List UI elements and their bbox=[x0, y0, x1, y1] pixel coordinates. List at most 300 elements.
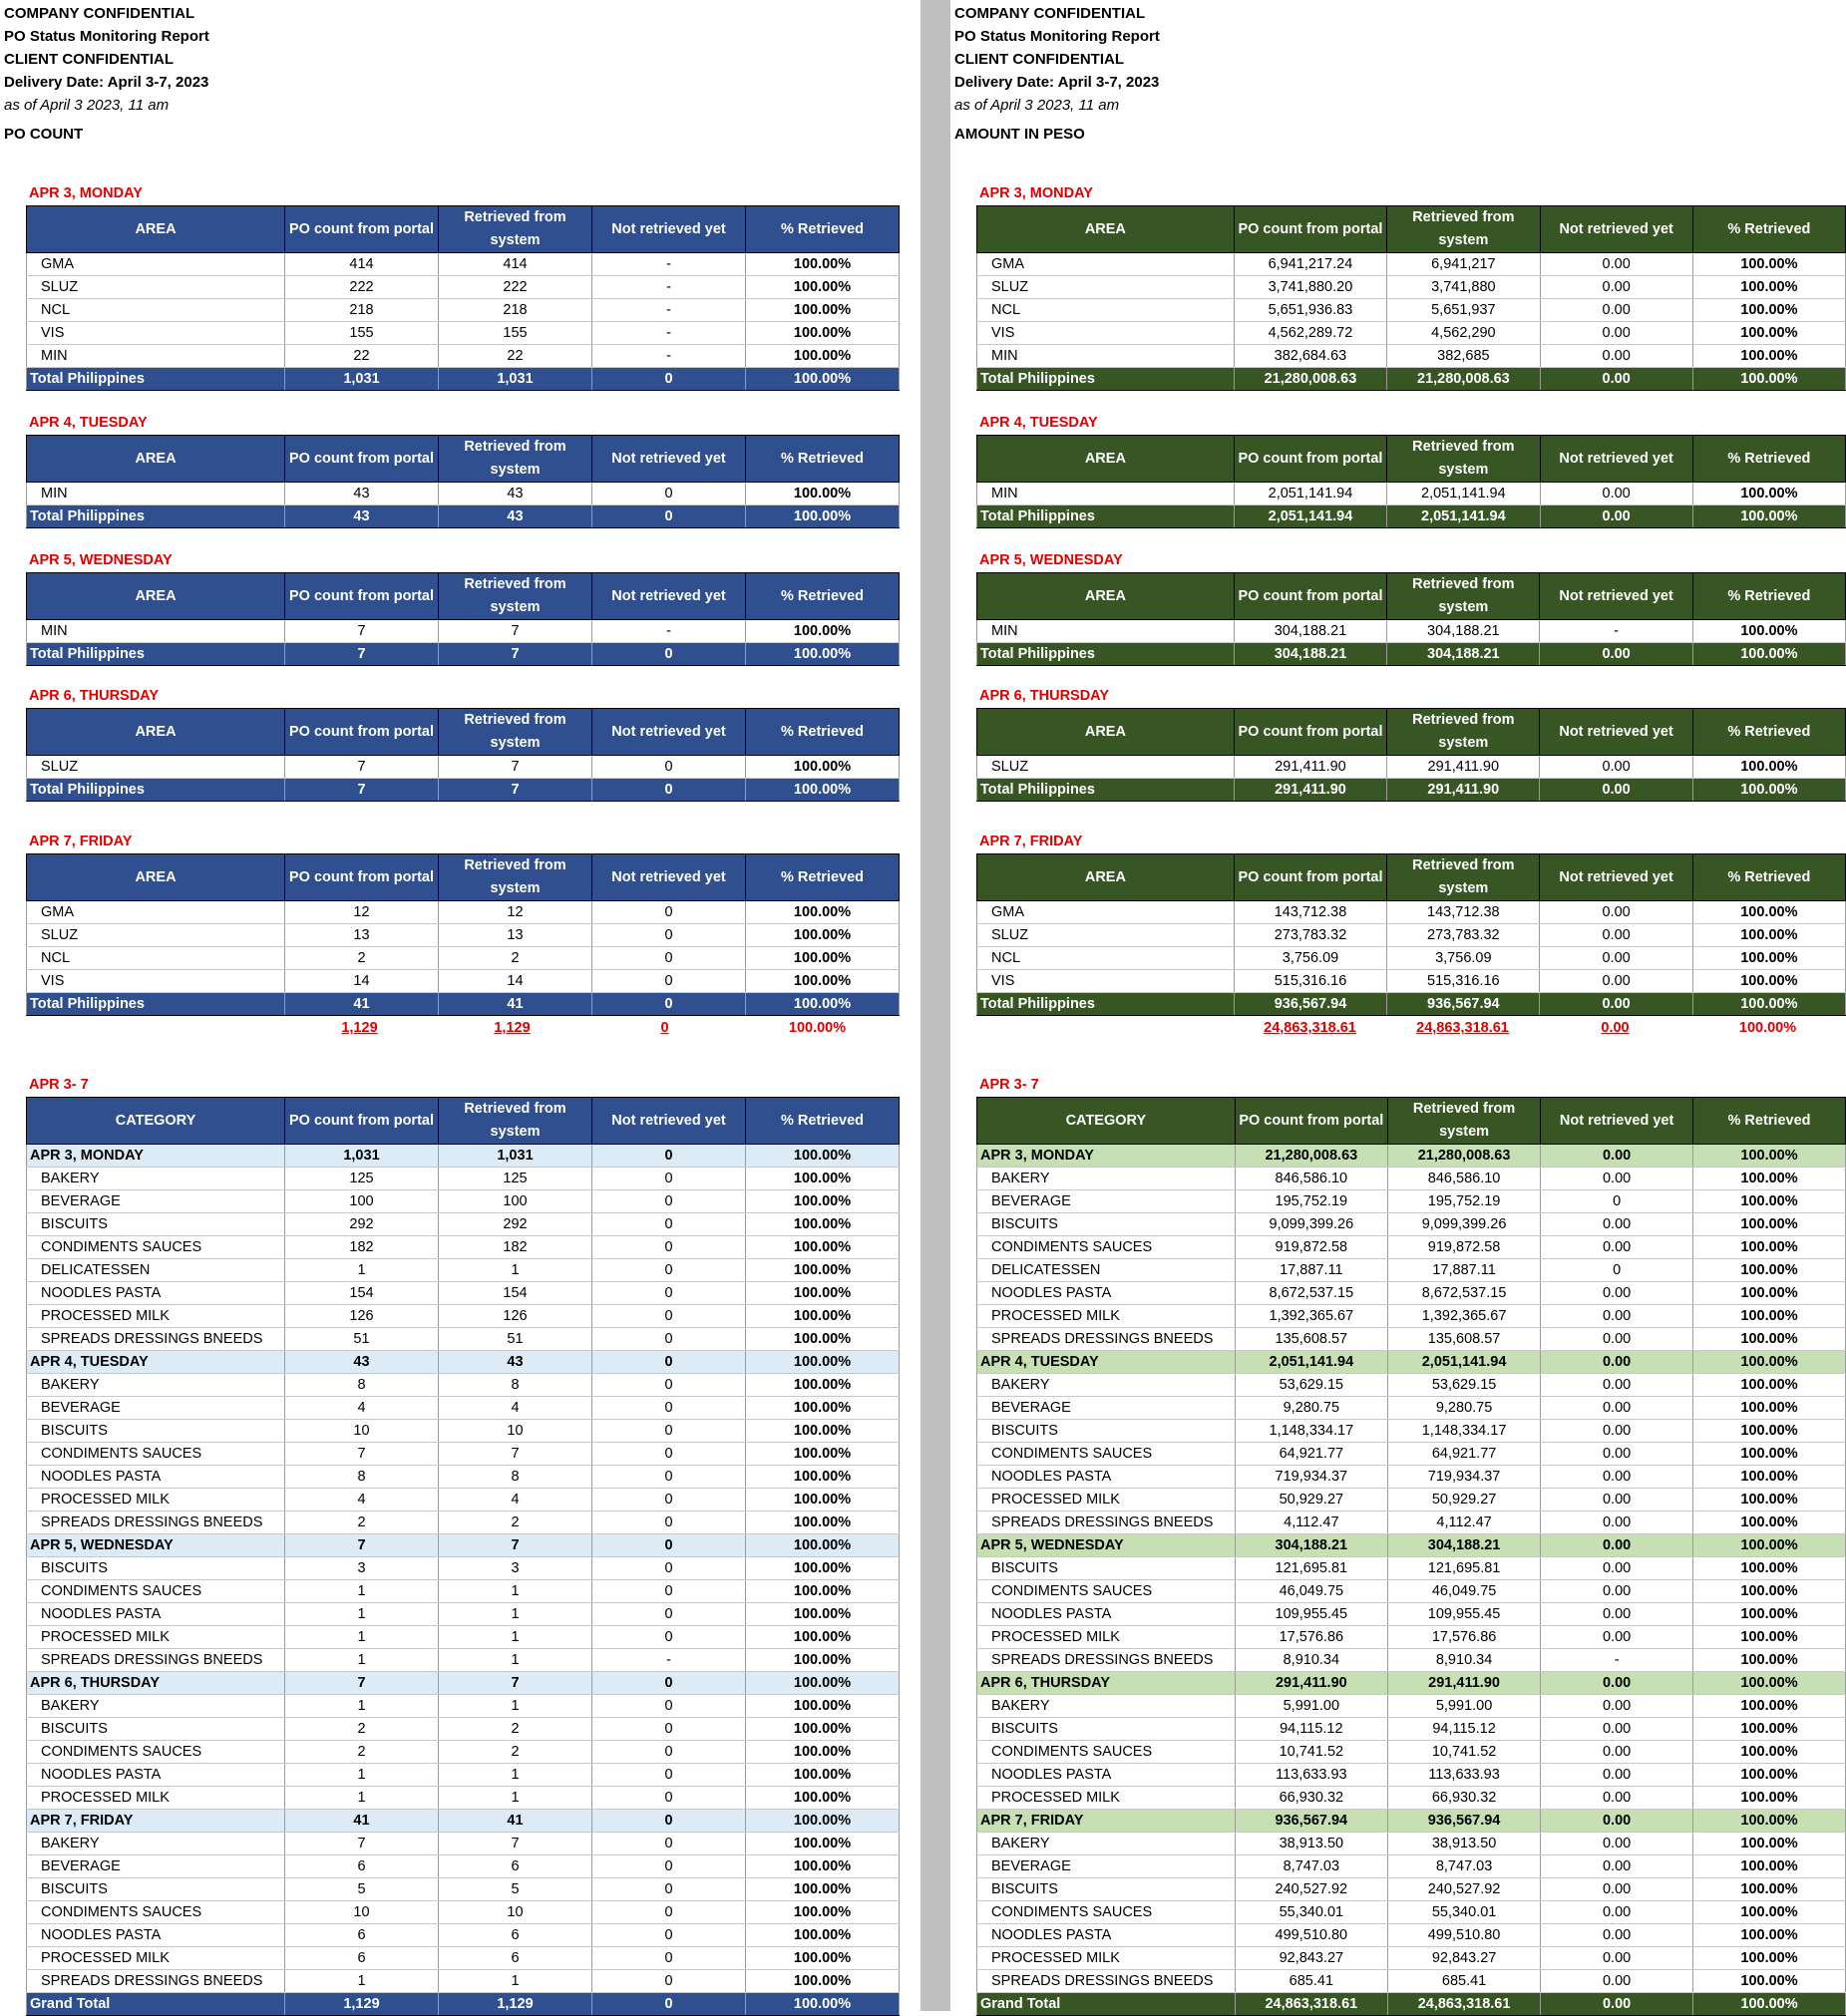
row-value: 100.00% bbox=[746, 970, 900, 993]
table-row bbox=[977, 1718, 1846, 1741]
row-value: 0 bbox=[592, 947, 746, 970]
row-value: 100.00% bbox=[1693, 1947, 1846, 1970]
row-value: 100.00% bbox=[746, 1168, 900, 1190]
row-label: NCL bbox=[27, 299, 285, 322]
row-value: 1 bbox=[285, 1970, 439, 1993]
table-row bbox=[977, 1855, 1846, 1878]
table-row bbox=[27, 1213, 900, 1236]
row-value: 0 bbox=[592, 1374, 746, 1397]
row-value: 100.00% bbox=[746, 620, 900, 643]
row-label: CONDIMENTS SAUCES bbox=[27, 1443, 285, 1466]
row-value: 382,684.63 bbox=[1234, 345, 1386, 368]
row-value: 1 bbox=[439, 1259, 592, 1282]
row-value: 304,188.21 bbox=[1387, 1534, 1540, 1557]
table-header-row bbox=[27, 436, 900, 483]
row-value: 100.00% bbox=[1692, 483, 1845, 505]
row-label: APR 7, FRIDAY bbox=[27, 1810, 285, 1833]
row-value: 0 bbox=[592, 924, 746, 947]
row-value: 1 bbox=[439, 1603, 592, 1626]
row-value: 685.41 bbox=[1387, 1970, 1540, 1993]
row-value: 100.00% bbox=[746, 1420, 900, 1443]
row-value: 222 bbox=[439, 276, 592, 299]
column-header: Not retrieved yet bbox=[1540, 709, 1692, 756]
row-label: SPREADS DRESSINGS BNEEDS bbox=[977, 1649, 1236, 1672]
row-label: CONDIMENTS SAUCES bbox=[977, 1741, 1236, 1764]
row-label: NOODLES PASTA bbox=[27, 1603, 285, 1626]
row-label: CONDIMENTS SAUCES bbox=[27, 1580, 285, 1603]
row-value: 0 bbox=[592, 1489, 746, 1512]
row-value: 0.00 bbox=[1541, 1603, 1693, 1626]
row-value: 3 bbox=[285, 1557, 439, 1580]
row-value: 6 bbox=[439, 1947, 592, 1970]
table-row bbox=[977, 1168, 1846, 1190]
report-title: PO Status Monitoring Report bbox=[4, 28, 209, 45]
row-value: 195,752.19 bbox=[1235, 1190, 1387, 1213]
row-value: 1 bbox=[285, 1259, 439, 1282]
row-value: 100.00% bbox=[1692, 368, 1845, 391]
table-header-row bbox=[977, 573, 1846, 620]
row-value: 9,280.75 bbox=[1387, 1397, 1540, 1420]
row-value: 125 bbox=[439, 1168, 592, 1190]
row-label: Total Philippines bbox=[27, 643, 285, 666]
column-header: PO count from portal bbox=[1234, 854, 1386, 901]
category-section-title: APR 3- 7 bbox=[29, 1077, 89, 1093]
row-value: 53,629.15 bbox=[1235, 1374, 1387, 1397]
row-label: Total Philippines bbox=[977, 993, 1235, 1016]
row-value: 17,887.11 bbox=[1387, 1259, 1540, 1282]
table-row bbox=[27, 483, 900, 505]
row-value: 109,955.45 bbox=[1387, 1603, 1540, 1626]
row-label: VIS bbox=[27, 322, 285, 345]
row-value: 0.00 bbox=[1541, 1924, 1693, 1947]
row-value: 182 bbox=[285, 1236, 439, 1259]
row-value: 2 bbox=[285, 1718, 439, 1741]
row-value: 1 bbox=[439, 1787, 592, 1810]
column-header: Retrieved from system bbox=[439, 1098, 592, 1145]
row-label: BISCUITS bbox=[27, 1878, 285, 1901]
row-label: PROCESSED MILK bbox=[977, 1305, 1236, 1328]
row-value: 100.00% bbox=[746, 1603, 900, 1626]
column-header: % Retrieved bbox=[746, 206, 900, 253]
row-value: 100.00% bbox=[746, 322, 900, 345]
column-header: % Retrieved bbox=[1692, 436, 1845, 483]
row-value: 8,747.03 bbox=[1387, 1855, 1540, 1878]
row-value: 8,747.03 bbox=[1235, 1855, 1387, 1878]
column-header: % Retrieved bbox=[746, 573, 900, 620]
day-group-row bbox=[27, 1145, 900, 1168]
column-header: Retrieved from system bbox=[1387, 854, 1540, 901]
row-label: Total Philippines bbox=[977, 505, 1235, 528]
row-value: 100.00% bbox=[746, 1145, 900, 1168]
table-row bbox=[977, 1213, 1846, 1236]
table-row bbox=[977, 1649, 1846, 1672]
table-row bbox=[977, 276, 1846, 299]
row-label: BISCUITS bbox=[977, 1718, 1236, 1741]
row-value: 100.00% bbox=[1693, 1764, 1846, 1787]
table-row bbox=[977, 1512, 1846, 1534]
delivery-date: Delivery Date: April 3-7, 2023 bbox=[954, 74, 1160, 91]
row-value: 7 bbox=[439, 1534, 592, 1557]
row-label: APR 3, MONDAY bbox=[977, 1145, 1236, 1168]
row-value: 5,651,936.83 bbox=[1234, 299, 1386, 322]
row-label: PROCESSED MILK bbox=[977, 1489, 1236, 1512]
row-value: 0 bbox=[592, 1787, 746, 1810]
column-header: % Retrieved bbox=[1692, 573, 1845, 620]
summary-value: 24,863,318.61 bbox=[1416, 1020, 1509, 1036]
confidential-label: COMPANY CONFIDENTIAL bbox=[954, 5, 1146, 22]
row-value: 100.00% bbox=[1693, 1351, 1846, 1374]
row-value: 100.00% bbox=[1692, 993, 1845, 1016]
row-value: 100.00% bbox=[1692, 970, 1845, 993]
row-value: 304,188.21 bbox=[1234, 643, 1386, 666]
row-value: 8,910.34 bbox=[1235, 1649, 1387, 1672]
row-value: 0 bbox=[592, 368, 746, 391]
table-row bbox=[27, 1580, 900, 1603]
row-value: 100.00% bbox=[1693, 1993, 1846, 2016]
summary-value: 0.00 bbox=[1601, 1020, 1630, 1036]
day-section-title: APR 3, MONDAY bbox=[29, 185, 143, 201]
row-value: 46,049.75 bbox=[1235, 1580, 1387, 1603]
table-row bbox=[977, 345, 1846, 368]
row-value: 41 bbox=[285, 1810, 439, 1833]
row-value: 100.00% bbox=[1693, 1557, 1846, 1580]
table-row bbox=[977, 1695, 1846, 1718]
column-header: Retrieved from system bbox=[439, 573, 592, 620]
row-value: 0 bbox=[592, 1512, 746, 1534]
column-header-area: AREA bbox=[977, 709, 1235, 756]
row-value: 100.00% bbox=[746, 1351, 900, 1374]
table-header-row bbox=[977, 436, 1846, 483]
row-value: 195,752.19 bbox=[1387, 1190, 1540, 1213]
row-value: 21,280,008.63 bbox=[1235, 1145, 1387, 1168]
row-value: 55,340.01 bbox=[1235, 1901, 1387, 1924]
row-value: 100.00% bbox=[746, 1305, 900, 1328]
row-value: 100.00% bbox=[1693, 1810, 1846, 1833]
row-value: 1 bbox=[285, 1626, 439, 1649]
day-section-title: APR 4, TUESDAY bbox=[979, 415, 1098, 431]
row-value: 100.00% bbox=[746, 1672, 900, 1695]
row-value: 100 bbox=[439, 1190, 592, 1213]
table-row bbox=[27, 1695, 900, 1718]
row-value: 1,031 bbox=[439, 1145, 592, 1168]
row-value: 7 bbox=[285, 1534, 439, 1557]
row-value: 135,608.57 bbox=[1387, 1328, 1540, 1351]
row-value: 3,741,880 bbox=[1387, 276, 1540, 299]
row-label: SPREADS DRESSINGS BNEEDS bbox=[977, 1970, 1236, 1993]
table-row bbox=[27, 1649, 900, 1672]
total-row bbox=[27, 505, 900, 528]
row-label: NCL bbox=[27, 947, 285, 970]
row-label: BAKERY bbox=[977, 1374, 1236, 1397]
row-value: 685.41 bbox=[1235, 1970, 1387, 1993]
table-row bbox=[27, 1466, 900, 1489]
column-header: Retrieved from system bbox=[1387, 573, 1540, 620]
row-value: 499,510.80 bbox=[1387, 1924, 1540, 1947]
row-label: SPREADS DRESSINGS BNEEDS bbox=[27, 1970, 285, 1993]
column-header: PO count from portal bbox=[1235, 1098, 1387, 1145]
row-value: 3,756.09 bbox=[1387, 947, 1540, 970]
row-value: 43 bbox=[439, 505, 592, 528]
table-row bbox=[977, 756, 1846, 779]
left-report-header bbox=[4, 2, 209, 146]
row-value: 2 bbox=[439, 947, 592, 970]
row-value: 21,280,008.63 bbox=[1387, 368, 1540, 391]
row-value: 1 bbox=[285, 1764, 439, 1787]
table-row bbox=[977, 1190, 1846, 1213]
column-header-area: AREA bbox=[27, 436, 285, 483]
row-value: 1,148,334.17 bbox=[1235, 1420, 1387, 1443]
as-of-timestamp: as of April 3 2023, 11 am bbox=[954, 97, 1120, 114]
column-header: Not retrieved yet bbox=[592, 436, 746, 483]
table-row bbox=[27, 1603, 900, 1626]
day-section-title: APR 4, TUESDAY bbox=[29, 415, 148, 431]
row-value: 125 bbox=[285, 1168, 439, 1190]
row-value: 0 bbox=[592, 1328, 746, 1351]
table-row bbox=[27, 1168, 900, 1190]
table-row bbox=[977, 1236, 1846, 1259]
row-value: 155 bbox=[285, 322, 439, 345]
row-value: 4 bbox=[285, 1397, 439, 1420]
day-group-row bbox=[977, 1672, 1846, 1695]
row-value: 0.00 bbox=[1540, 505, 1692, 528]
column-header: PO count from portal bbox=[285, 573, 439, 620]
po-count-panel bbox=[0, 0, 921, 2011]
row-value: 240,527.92 bbox=[1387, 1878, 1540, 1901]
day-section-title: APR 3, MONDAY bbox=[979, 185, 1093, 201]
row-value: 100.00% bbox=[746, 1443, 900, 1466]
row-value: 100.00% bbox=[746, 1833, 900, 1855]
row-value: 0 bbox=[592, 1878, 746, 1901]
row-value: 100.00% bbox=[746, 993, 900, 1016]
row-value: - bbox=[592, 1649, 746, 1672]
row-value: 5 bbox=[439, 1878, 592, 1901]
column-header: Retrieved from system bbox=[439, 854, 592, 901]
row-value: 22 bbox=[285, 345, 439, 368]
row-value: 2 bbox=[439, 1741, 592, 1764]
table-row bbox=[977, 1328, 1846, 1351]
row-value: 121,695.81 bbox=[1387, 1557, 1540, 1580]
total-row bbox=[27, 993, 900, 1016]
row-label: NCL bbox=[977, 947, 1235, 970]
summary-value: 100.00% bbox=[788, 1020, 847, 1036]
row-value: 0 bbox=[592, 483, 746, 505]
row-value: 21,280,008.63 bbox=[1387, 1145, 1540, 1168]
row-value: 1,129 bbox=[439, 1993, 592, 2016]
day-section-title: APR 5, WEDNESDAY bbox=[979, 552, 1123, 568]
row-value: 4 bbox=[439, 1489, 592, 1512]
row-value: 7 bbox=[285, 1672, 439, 1695]
row-value: 100.00% bbox=[1692, 620, 1845, 643]
row-label: APR 4, TUESDAY bbox=[977, 1351, 1236, 1374]
row-value: 100.00% bbox=[746, 1580, 900, 1603]
row-value: 121,695.81 bbox=[1235, 1557, 1387, 1580]
row-value: 273,783.32 bbox=[1387, 924, 1540, 947]
row-value: 51 bbox=[439, 1328, 592, 1351]
row-label: SLUZ bbox=[977, 924, 1235, 947]
row-label: APR 5, WEDNESDAY bbox=[977, 1534, 1236, 1557]
row-value: 6 bbox=[439, 1855, 592, 1878]
table-header-row bbox=[27, 206, 900, 253]
table-row bbox=[27, 322, 900, 345]
table-row bbox=[27, 1190, 900, 1213]
row-value: 17,887.11 bbox=[1235, 1259, 1387, 1282]
row-value: 100.00% bbox=[746, 1328, 900, 1351]
row-label: PROCESSED MILK bbox=[977, 1626, 1236, 1649]
row-value: 109,955.45 bbox=[1235, 1603, 1387, 1626]
row-label: GMA bbox=[27, 253, 285, 276]
row-value: 0 bbox=[592, 993, 746, 1016]
row-value: 1 bbox=[439, 1580, 592, 1603]
row-value: 719,934.37 bbox=[1235, 1466, 1387, 1489]
column-header-area: AREA bbox=[27, 709, 285, 756]
table-row bbox=[27, 1512, 900, 1534]
row-value: 291,411.90 bbox=[1234, 756, 1386, 779]
row-value: 64,921.77 bbox=[1235, 1443, 1387, 1466]
row-label: PROCESSED MILK bbox=[27, 1305, 285, 1328]
row-value: 0 bbox=[592, 1855, 746, 1878]
table-row bbox=[27, 1833, 900, 1855]
row-label: BAKERY bbox=[977, 1168, 1236, 1190]
row-value: 515,316.16 bbox=[1387, 970, 1540, 993]
row-value: 0.00 bbox=[1540, 368, 1692, 391]
row-value: 0.00 bbox=[1541, 1397, 1693, 1420]
row-value: 2 bbox=[439, 1512, 592, 1534]
row-value: 5,651,937 bbox=[1387, 299, 1540, 322]
row-value: 0 bbox=[592, 1603, 746, 1626]
day-table bbox=[26, 435, 900, 528]
row-value: 0.00 bbox=[1540, 322, 1692, 345]
table-row bbox=[977, 1374, 1846, 1397]
day-group-row bbox=[977, 1145, 1846, 1168]
row-value: 0 bbox=[592, 1236, 746, 1259]
column-header-area: AREA bbox=[977, 206, 1235, 253]
row-value: 51 bbox=[285, 1328, 439, 1351]
row-value: 5,991.00 bbox=[1235, 1695, 1387, 1718]
table-row bbox=[977, 1489, 1846, 1512]
row-value: 1 bbox=[285, 1695, 439, 1718]
row-value: 1,392,365.67 bbox=[1235, 1305, 1387, 1328]
row-value: 1 bbox=[439, 1626, 592, 1649]
row-value: 0 bbox=[592, 970, 746, 993]
row-value: 100.00% bbox=[746, 1878, 900, 1901]
row-value: 100.00% bbox=[746, 368, 900, 391]
row-value: 0.00 bbox=[1540, 643, 1692, 666]
row-value: 2 bbox=[285, 1741, 439, 1764]
row-value: 0 bbox=[592, 1970, 746, 1993]
day-section-title: APR 6, THURSDAY bbox=[29, 688, 159, 704]
row-value: 6,941,217.24 bbox=[1234, 253, 1386, 276]
row-value: 100.00% bbox=[746, 483, 900, 505]
row-value: 0 bbox=[592, 756, 746, 779]
table-header-row bbox=[977, 1098, 1846, 1145]
row-label: PROCESSED MILK bbox=[27, 1489, 285, 1512]
as-of-timestamp: as of April 3 2023, 11 am bbox=[4, 97, 170, 114]
row-value: 100.00% bbox=[746, 1213, 900, 1236]
row-label: Total Philippines bbox=[977, 368, 1235, 391]
table-row bbox=[977, 299, 1846, 322]
column-header: Retrieved from system bbox=[1387, 1098, 1540, 1145]
column-header: Not retrieved yet bbox=[592, 573, 746, 620]
row-value: 100.00% bbox=[746, 1970, 900, 1993]
table-row bbox=[27, 1236, 900, 1259]
row-value: 7 bbox=[285, 756, 439, 779]
row-value: 0.00 bbox=[1540, 483, 1692, 505]
row-label: BAKERY bbox=[27, 1374, 285, 1397]
row-value: 10 bbox=[285, 1420, 439, 1443]
row-value: 0 bbox=[592, 1810, 746, 1833]
row-value: 0.00 bbox=[1541, 1993, 1693, 2016]
row-value: 0 bbox=[1541, 1190, 1693, 1213]
table-row bbox=[27, 620, 900, 643]
summary-value: 100.00% bbox=[1738, 1020, 1797, 1036]
row-value: 7 bbox=[439, 1672, 592, 1695]
table-row bbox=[977, 322, 1846, 345]
row-value: 7 bbox=[285, 1443, 439, 1466]
row-value: 100.00% bbox=[1693, 1901, 1846, 1924]
table-row bbox=[977, 1764, 1846, 1787]
row-value: 100.00% bbox=[746, 1993, 900, 2016]
row-label: MIN bbox=[27, 345, 285, 368]
row-label: BEVERAGE bbox=[27, 1190, 285, 1213]
table-row bbox=[977, 924, 1846, 947]
row-value: 0.00 bbox=[1541, 1213, 1693, 1236]
row-value: 7 bbox=[439, 756, 592, 779]
column-header-area: CATEGORY bbox=[27, 1098, 285, 1145]
row-value: 100.00% bbox=[1693, 1855, 1846, 1878]
row-value: 0.00 bbox=[1541, 1168, 1693, 1190]
table-row bbox=[27, 1970, 900, 1993]
row-value: 0.00 bbox=[1541, 1833, 1693, 1855]
table-header-row bbox=[977, 206, 1846, 253]
report-unit-label: AMOUNT IN PESO bbox=[954, 126, 1085, 143]
row-label: SLUZ bbox=[27, 924, 285, 947]
row-value: 100.00% bbox=[746, 756, 900, 779]
row-label: BISCUITS bbox=[27, 1420, 285, 1443]
table-row bbox=[977, 1580, 1846, 1603]
table-header-row bbox=[977, 854, 1846, 901]
day-table bbox=[976, 708, 1846, 802]
row-value: - bbox=[1541, 1649, 1693, 1672]
row-label: Total Philippines bbox=[977, 779, 1235, 802]
row-value: 2 bbox=[285, 947, 439, 970]
row-label: SPREADS DRESSINGS BNEEDS bbox=[27, 1328, 285, 1351]
row-value: 1,031 bbox=[439, 368, 592, 391]
row-value: 0 bbox=[592, 1351, 746, 1374]
table-row bbox=[27, 1443, 900, 1466]
row-value: 0 bbox=[592, 1534, 746, 1557]
row-value: 846,586.10 bbox=[1387, 1168, 1540, 1190]
table-row bbox=[27, 345, 900, 368]
column-header: PO count from portal bbox=[285, 709, 439, 756]
row-value: 0.00 bbox=[1541, 1145, 1693, 1168]
row-value: 0.00 bbox=[1541, 1374, 1693, 1397]
row-value: 100.00% bbox=[746, 947, 900, 970]
column-header: PO count from portal bbox=[1234, 206, 1386, 253]
row-label: PROCESSED MILK bbox=[27, 1787, 285, 1810]
day-table bbox=[26, 205, 900, 391]
row-value: 43 bbox=[285, 483, 439, 505]
row-value: 4 bbox=[439, 1397, 592, 1420]
row-label: BAKERY bbox=[977, 1695, 1236, 1718]
table-row bbox=[27, 299, 900, 322]
table-row bbox=[977, 1603, 1846, 1626]
row-value: 100.00% bbox=[746, 1512, 900, 1534]
day-section-title: APR 7, FRIDAY bbox=[29, 834, 133, 849]
row-value: 0 bbox=[592, 505, 746, 528]
row-value: 4,112.47 bbox=[1387, 1512, 1540, 1534]
table-row bbox=[27, 1764, 900, 1787]
row-value: 43 bbox=[439, 483, 592, 505]
